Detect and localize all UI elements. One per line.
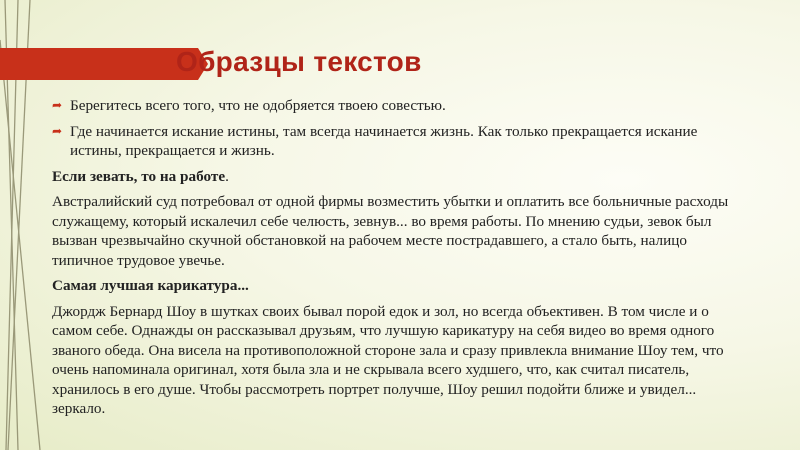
arrow-bullet-icon: ➦ [52, 98, 63, 112]
section-heading [52, 167, 742, 187]
bullet-item [52, 96, 742, 116]
section-heading-text: Если зевать, то на работе [52, 167, 226, 185]
arrow-bullet-icon: ➦ [52, 123, 63, 138]
slide-content [52, 96, 742, 425]
section-paragraph: Австралийский суд потребовал от одной фирмы возместить убытки и оплатить все больничные расходы служащему, который искалечил себе челюсть, зевнув... во время работы. По мнению судьи, зевок был вызван чрезвычайно скучной обстановкой на рабочем месте пострадавшего, а стало быть, налицо типичное трудовое увечье. [52, 193, 729, 269]
bullet-item [52, 122, 742, 161]
section-heading-period: . [225, 167, 229, 185]
slide-title: Образцы текстов [176, 46, 422, 77]
title-accent-bar [0, 48, 198, 80]
section-heading: Самая лучшая карикатура... [52, 277, 249, 294]
bullet-text: Где начинается искание истины, там всегда начинается жизнь. Как только прекращается искание истины, прекращается и жизнь. [70, 122, 698, 159]
section-paragraph: Джордж Бернард Шоу в шутках своих бывал порой едок и зол, но всегда объективен. В том числе и о самом себе. Однажды он рассказывал друзьям, что лучшую карикатуру на себя видео во время одного званого обеда. Она висела на противоположной стороне зала и сразу привлекла внимание Шоу тем, что очень напоминала оригинал, хотя была зла и не скрывала всего худшего, что, как считал писатель, хранилось в его душе. Чтобы рассмотреть портрет получше, Шоу решил подойти ближе и увидел... зеркало. [52, 302, 724, 417]
bullet-text: Берегитесь всего того, что не одобряется твоею совестью. [70, 97, 446, 114]
